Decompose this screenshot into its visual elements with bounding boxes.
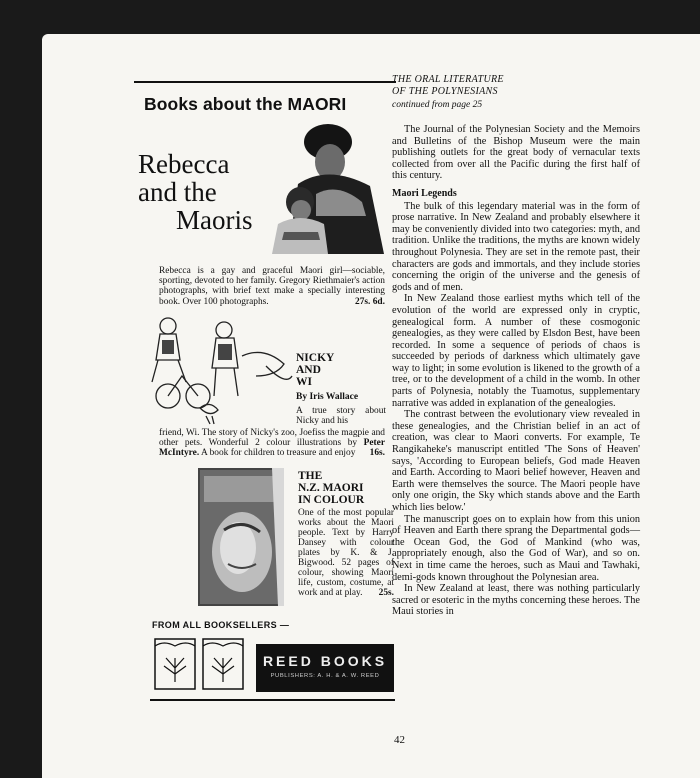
- book-title-nz-maori: THE N.Z. MAORI IN COLOUR: [298, 470, 365, 506]
- continued-from: continued from page 25: [392, 100, 483, 110]
- nicky-description-bottom: friend, Wi. The story of Nicky's zoo, Joefiss the magpie and other pets. Wonderful 2 colour illustrations by Peter McIntyre. A book for children to treasure and enjoy 16s.: [159, 428, 385, 458]
- paragraph: The manuscript goes on to explain how from this union of Heaven and Earth there sprang the Departmental gods—the Ocean God, the God of Mankind (who was, appropriately enough, also the God of War), and so on. Next in time came the heroes, such as Maui and Tawhaki, demi-gods known throughout the Polynesian area.: [392, 513, 640, 583]
- reed-subtitle: PUBLISHERS: A. H. & A. W. REED: [270, 673, 380, 679]
- article-body: [392, 124, 640, 618]
- top-rule: [134, 81, 396, 83]
- book-title-nicky: NICKY AND WI: [296, 352, 335, 388]
- nz-maori-description: One of the most popular works about the Maori people. Text by Harry Dansey with colour plates by K. & J. Bigwood. 52 pages of colour, showing Maori life, custom, costume, at work and at play. 25s.: [298, 508, 394, 598]
- nz-maori-book-cover: [198, 468, 284, 606]
- paragraph: The contrast between the evolutionary view revealed in these genealogies, and the Christian belief in an act of creation, was clear to Maori converts. For example, Te Rangikaheke's manuscript entitled 'The Sons of Heaven' says, 'According to European beliefs, God made Heaven and Earth. According to Maori belief however, Heaven and Earth were themselves the source. The Maori people have only one origin, the Sky which stands above and the Earth which lies below.': [392, 409, 640, 513]
- article-running-header: THE ORAL LITERATURE OF THE POLYNESIANS: [392, 74, 504, 97]
- nz-maori-price: 25s.: [378, 588, 394, 598]
- reed-title: REED BOOKS: [262, 653, 388, 669]
- book-logo-icon: [154, 638, 196, 690]
- reed-books-banner: [256, 644, 394, 692]
- paragraph: In New Zealand at least, there was nothing particularly sacred or esoteric in the myths concerning these heroes. The Maui stories in: [392, 583, 640, 618]
- rebecca-price: 27s. 6d.: [355, 296, 385, 307]
- book-title-rebecca: Rebecca and the Maoris: [138, 149, 253, 235]
- nicky-price: 16s.: [369, 448, 385, 458]
- children-bicycle-illustration: [146, 316, 296, 426]
- paragraph: In New Zealand those earliest myths which tell of the evolution of the world are expressed only in cryptic, genealogical form. A number of these cosmogonic genealogies, as they were called by Elsdon Best, have been recorded. In some a sequence of periods of chaos is succeeded by periods of darkness which ultimately gave way to light; in some evolution is likened to the growth of a tree, or to the development of a child in the womb. In other parts of Polynesia, notably the Tuamotus, supplementary narrative was added in explanation of the genealogies.: [392, 293, 640, 409]
- book-logo-icon: [202, 638, 244, 690]
- magazine-page: [42, 34, 700, 778]
- page-number: 42: [394, 734, 405, 746]
- paragraph: The Journal of the Polynesian Society and the Memoirs and Bulletins of the Bishop Museum were the main publishing outlets for the great body of vernacular texts collected from over all the Pacific during the first half of this century.: [392, 124, 640, 182]
- nicky-description-top: A true story about Nicky and his: [296, 406, 386, 426]
- from-all-booksellers: FROM ALL BOOKSELLERS —: [152, 620, 290, 630]
- ad-heading: Books about the MAORI: [144, 94, 347, 114]
- paragraph: The bulk of this legendary material was in the form of prose narrative. In New Zealand and probably elsewhere it may be conveniently divided into two categories: myth, and tradition. Unlike the traditions, the myths are known widely throughout Polynesia. They are set in the remote past, their characters are gods and immortals, and they include stories concerning the origin of the universe and the genesis of gods and of men.: [392, 200, 640, 293]
- mother-child-photo: [258, 124, 398, 254]
- bottom-rule: [150, 699, 395, 701]
- nicky-author: By Iris Wallace: [296, 392, 359, 402]
- subheading: Maori Legends: [392, 187, 457, 199]
- rebecca-description: Rebecca is a gay and graceful Maori girl—sociable, sporting, devoted to her family. Gregory Riethmaier's action photographs, with brief text make a specially interesting book. Over 100 photographs. 27s. 6d.: [159, 266, 385, 307]
